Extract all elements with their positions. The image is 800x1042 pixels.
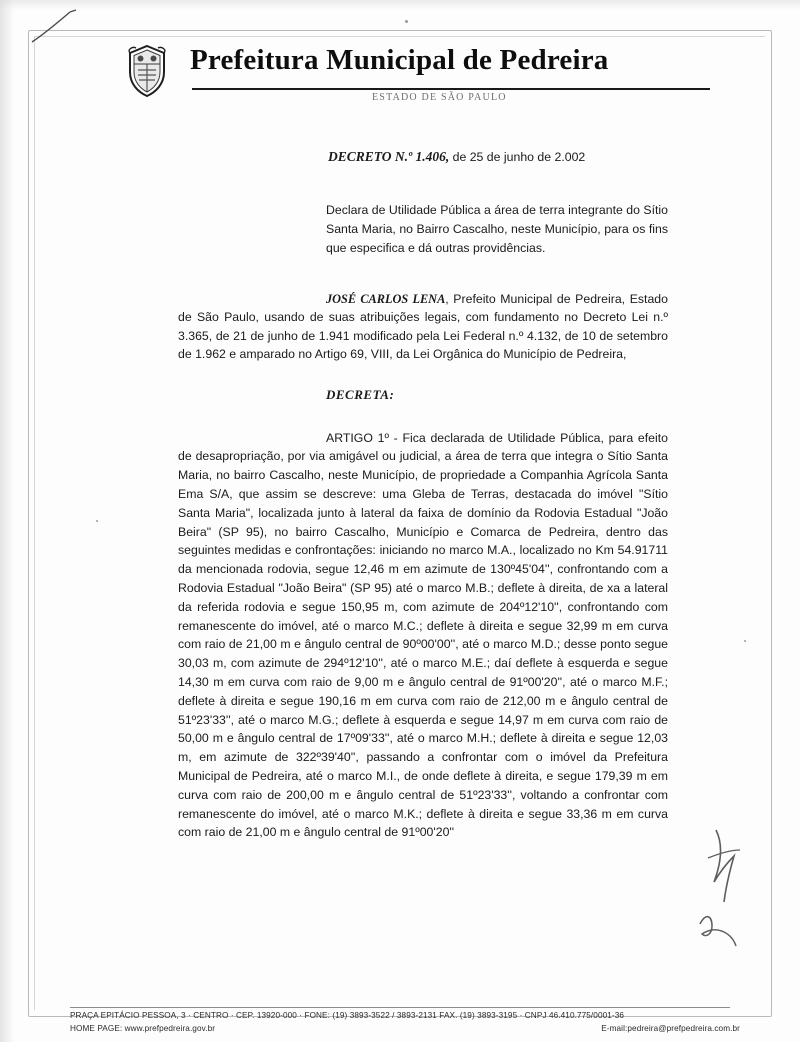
scan-speck xyxy=(96,520,98,522)
decreta-heading: DECRETA: xyxy=(326,386,395,402)
coat-of-arms-icon xyxy=(126,44,168,98)
footer-email[interactable]: E-mail:pedreira@prefpedreira.com.br xyxy=(601,1024,740,1033)
page-title: Prefeitura Municipal de Pedreira xyxy=(190,44,609,76)
preamble-text: , Prefeito Municipal de Pedreira, Estado de São Paulo, usando de suas atribuições legais, com fundamento no Decreto Lei n.º 3.365, de 21 de junho de 1.941 modificado pela Lei Federal n.º 4.132, de 10 de setembro de 1.962 e amparado no Artigo 69, VIII, da Lei Orgânica do Município de Pedreira, xyxy=(178,291,668,362)
scan-speck xyxy=(405,20,408,23)
header-subtitle: ESTADO DE SÃO PAULO xyxy=(372,92,507,103)
footer-homepage[interactable]: HOME PAGE: www.prefpedreira.gov.br xyxy=(70,1024,216,1033)
footer-address-line: PRAÇA EPITÁCIO PESSOA, 3 · CENTRO · CEP. 13920-000 · FONE: (19) 3893-3522 / 3893-2131 FAX. (19) 3893-3195 · CNPJ 46.410.775/0001-36 xyxy=(70,1011,625,1020)
article-text: - Fica declarada de Utilidade Pública, para efeito de desapropriação, por via amigável ou judicial, a área de terra que integra o Sítio Santa Maria, no bairro Cascalho, neste Município, de propriedade a Companhia Agrícola Santa Ema S/A, que assim se descreve: uma Gleba de Terras, destacada do imóvel "Sítio Santa Maria", localizada junto à lateral da faixa de domínio da Rodovia Estadual "João Beira" (SP 95), no bairro Cascalho, Município e Comarca de Pedreira, dentro das seguintes medidas e confrontações: iniciando no marco M.A., localizado no Km 54.91711 da mencionada rodovia, segue 12,46 m em azimute de 130º45'04'', confrontando com a Rodovia Estadual "João Beira" (SP 95) até o marco M.B.; deflete à direita, de xa a lateral da referida rodovia e segue 150,95 m, com azimute de 204º12'10'', confrontando com remanescente do imóvel, até o marco M.C.; deflete à direita e segue 32,99 m em curva com raio de 21,00 m e ângulo central de 90º00'00'', até o marco M.D.; desse ponto segue 30,03 m, com azimute de 294º12'10'', até o marco M.E.; daí deflete à esquerda e segue 14,30 m em curva com raio de 9,00 m e ângulo central de 91º00'20'', até o marco M.F.; deflete à direita e segue 190,16 m em curva com raio de 212,00 m e ângulo central de 51º23'33'', até o marco M.G.; deflete à esquerda e segue 14,97 m em curva com raio de 50,00 m e ângulo central de 17º09'33'', até o marco M.H.; deflete à direita e segue 12,03 m, em azimute de 322º39'40'', passando a confrontar com o imóvel da Prefeitura Municipal de Pedreira, até o marco M.I., de onde deflete à direita, e segue 179,39 m em curva com raio de 200,00 m e ângulo central de 51º23'33'', voltando a confrontar com remanescente do imóvel, até o marco M.K.; deflete à direita e segue 33,36 m em curva com raio de 21,00 m e ângulo central de 91º00'20'' xyxy=(178,430,668,840)
document-header xyxy=(0,38,800,106)
footer-divider xyxy=(70,1007,730,1008)
handwritten-signature-icon xyxy=(690,820,770,950)
decree-date: de 25 de junho de 2.002 xyxy=(449,150,586,164)
scan-speck xyxy=(744,640,746,642)
preamble-paragraph xyxy=(178,290,668,364)
title-underline xyxy=(192,88,710,90)
scan-edge-shadow-top xyxy=(0,0,800,10)
decree-number-line xyxy=(178,148,668,167)
document-footer xyxy=(70,1011,740,1033)
header-title-block xyxy=(190,44,720,77)
footer-contact-line xyxy=(70,1024,740,1033)
decree-number: DECRETO N.º 1.406, xyxy=(328,149,450,164)
scan-edge-shadow-left xyxy=(0,0,14,1042)
mayor-name: JOSÉ CARLOS LENA xyxy=(326,291,446,306)
article-label: ARTIGO 1º xyxy=(326,430,389,445)
document-body xyxy=(178,148,668,842)
article-paragraph xyxy=(178,429,668,843)
decree-summary: Declara de Utilidade Pública a área de terra integrante do Sítio Santa Maria, no Bairro Cascalho, neste Município, para os fins que especifica e dá outras providências. xyxy=(326,202,668,255)
